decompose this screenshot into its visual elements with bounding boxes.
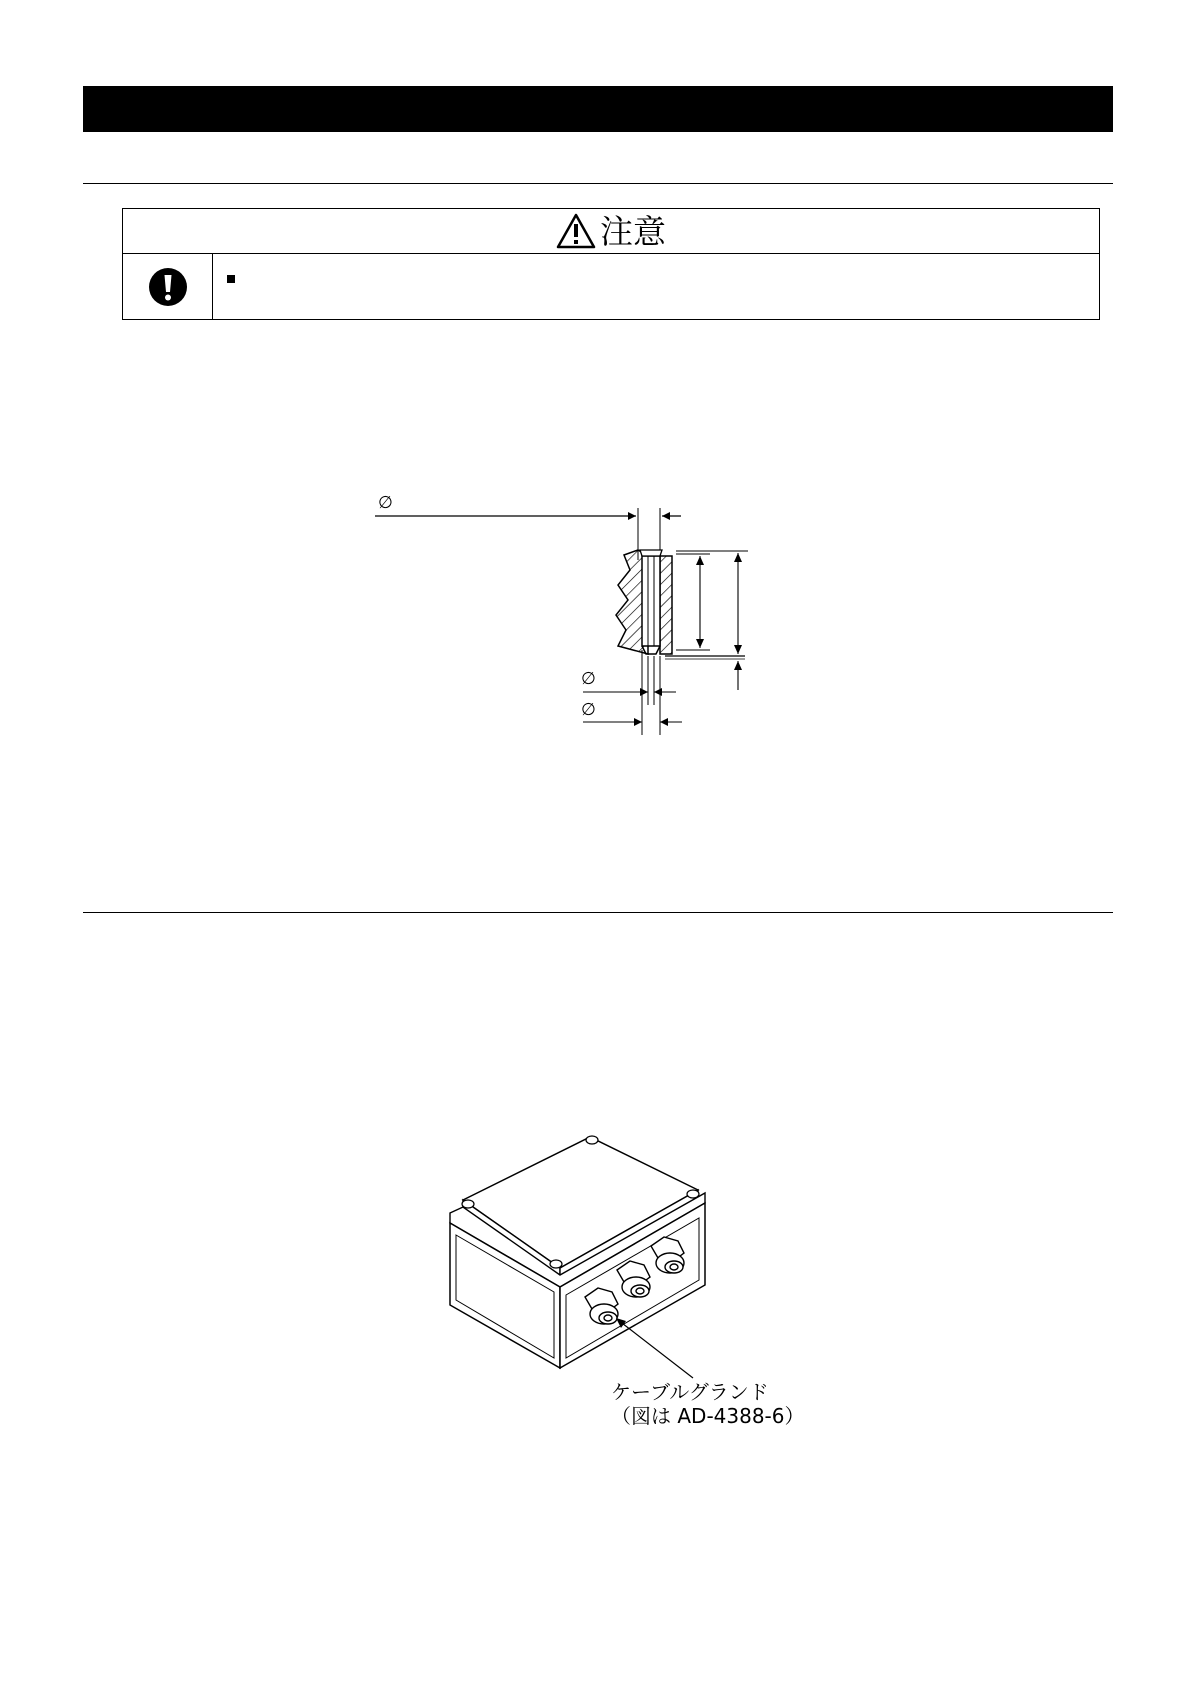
diameter-symbol-mid: ∅ xyxy=(581,669,596,689)
cable-gland-model-note: （図は AD-4388-6） xyxy=(611,1404,805,1428)
diameter-symbol-top: ∅ xyxy=(378,493,393,513)
cable-gland-label: ケーブルグランド xyxy=(611,1380,769,1404)
caution-title: 注意 xyxy=(600,211,666,251)
diameter-symbol-bottom: ∅ xyxy=(581,700,596,720)
cable-gland-caption xyxy=(611,1380,805,1428)
